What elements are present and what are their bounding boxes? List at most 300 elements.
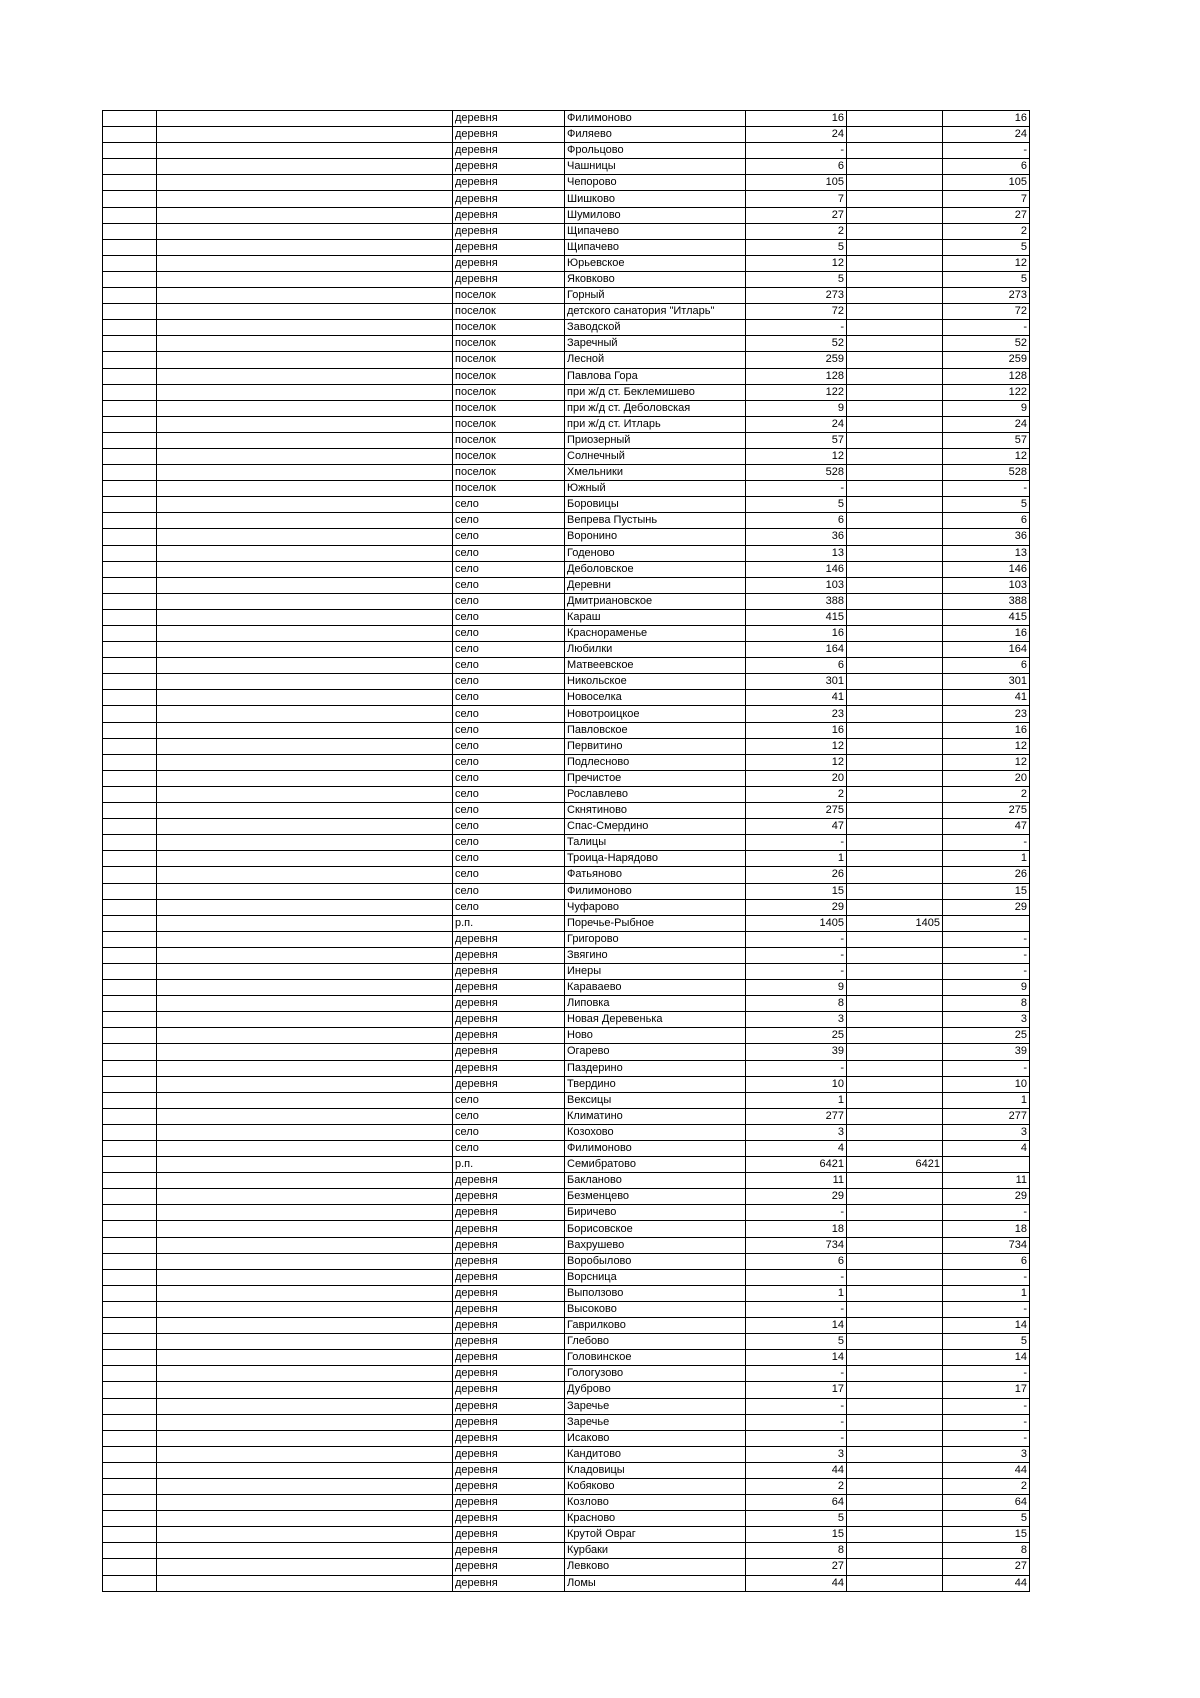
index-cell (103, 1559, 157, 1575)
settlement-type-cell: деревня (453, 996, 565, 1012)
district-cell (157, 996, 453, 1012)
table-row (103, 1478, 1030, 1494)
settlement-type-cell: деревня (453, 1414, 565, 1430)
table-row (103, 851, 1030, 867)
district-cell (157, 642, 453, 658)
rural-population-cell: 734 (943, 1237, 1030, 1253)
table-row (103, 899, 1030, 915)
settlement-name-cell: Солнечный (565, 448, 746, 464)
settlement-name-cell: Паздерино (565, 1060, 746, 1076)
population-total-cell: 44 (746, 1462, 847, 1478)
population-total-cell: 16 (746, 722, 847, 738)
urban-population-cell (847, 1318, 943, 1334)
district-cell (157, 609, 453, 625)
population-total-cell: - (746, 1301, 847, 1317)
district-cell (157, 1285, 453, 1301)
index-cell (103, 111, 157, 127)
index-cell (103, 1253, 157, 1269)
urban-population-cell (847, 1478, 943, 1494)
table-row (103, 577, 1030, 593)
table-row (103, 1173, 1030, 1189)
district-cell (157, 513, 453, 529)
index-cell (103, 577, 157, 593)
settlement-type-cell: деревня (453, 1189, 565, 1205)
rural-population-cell: 277 (943, 1108, 1030, 1124)
index-cell (103, 1012, 157, 1028)
settlement-type-cell: село (453, 1141, 565, 1157)
population-total-cell: 2 (746, 786, 847, 802)
urban-population-cell (847, 465, 943, 481)
urban-population-cell (847, 368, 943, 384)
district-cell (157, 947, 453, 963)
population-total-cell: 47 (746, 819, 847, 835)
settlement-name-cell: Дуброво (565, 1382, 746, 1398)
population-total-cell: 10 (746, 1076, 847, 1092)
rural-population-cell: 122 (943, 384, 1030, 400)
population-total-cell: 734 (746, 1237, 847, 1253)
rural-population-cell: 4 (943, 1141, 1030, 1157)
urban-population-cell (847, 384, 943, 400)
district-cell (157, 288, 453, 304)
district-cell (157, 1076, 453, 1092)
rural-population-cell: 2 (943, 1478, 1030, 1494)
index-cell (103, 786, 157, 802)
index-cell (103, 754, 157, 770)
table-row (103, 481, 1030, 497)
settlement-type-cell: деревня (453, 1334, 565, 1350)
rural-population-cell: 5 (943, 271, 1030, 287)
table-row (103, 1028, 1030, 1044)
district-cell (157, 786, 453, 802)
table-row (103, 770, 1030, 786)
rural-population-cell: 3 (943, 1124, 1030, 1140)
population-total-cell: - (746, 143, 847, 159)
table-row (103, 207, 1030, 223)
rural-population-cell: 72 (943, 304, 1030, 320)
district-cell (157, 1559, 453, 1575)
index-cell (103, 271, 157, 287)
district-cell (157, 1350, 453, 1366)
settlement-name-cell: Глебово (565, 1334, 746, 1350)
district-cell (157, 545, 453, 561)
rural-population-cell: 1 (943, 851, 1030, 867)
rural-population-cell: 128 (943, 368, 1030, 384)
settlement-type-cell: село (453, 835, 565, 851)
population-total-cell: 9 (746, 400, 847, 416)
index-cell (103, 1076, 157, 1092)
urban-population-cell (847, 1414, 943, 1430)
urban-population-cell (847, 1221, 943, 1237)
settlement-type-cell: деревня (453, 159, 565, 175)
settlement-name-cell: Рославлево (565, 786, 746, 802)
urban-population-cell (847, 1269, 943, 1285)
district-cell (157, 963, 453, 979)
index-cell (103, 1028, 157, 1044)
settlement-type-cell: село (453, 593, 565, 609)
district-cell (157, 706, 453, 722)
population-total-cell: 1 (746, 1092, 847, 1108)
index-cell (103, 1543, 157, 1559)
settlement-type-cell: деревня (453, 255, 565, 271)
settlement-name-cell: Крутой Овраг (565, 1527, 746, 1543)
district-cell (157, 1398, 453, 1414)
population-total-cell: 44 (746, 1575, 847, 1591)
table-row (103, 996, 1030, 1012)
district-cell (157, 1205, 453, 1221)
settlement-name-cell: Любилки (565, 642, 746, 658)
rural-population-cell: 39 (943, 1044, 1030, 1060)
population-total-cell: 8 (746, 1543, 847, 1559)
table-row (103, 1318, 1030, 1334)
district-cell (157, 1462, 453, 1478)
settlement-type-cell: деревня (453, 1076, 565, 1092)
urban-population-cell (847, 400, 943, 416)
table-row (103, 754, 1030, 770)
district-cell (157, 754, 453, 770)
table-row (103, 1157, 1030, 1173)
settlement-type-cell: село (453, 497, 565, 513)
table-row (103, 593, 1030, 609)
settlement-name-cell: Деболовское (565, 561, 746, 577)
population-total-cell: 2 (746, 1478, 847, 1494)
settlement-type-cell: деревня (453, 1269, 565, 1285)
district-cell (157, 1446, 453, 1462)
urban-population-cell (847, 690, 943, 706)
settlement-name-cell: Горный (565, 288, 746, 304)
settlement-type-cell: деревня (453, 1398, 565, 1414)
urban-population-cell (847, 1366, 943, 1382)
settlement-name-cell: Лесной (565, 352, 746, 368)
settlement-type-cell: деревня (453, 1559, 565, 1575)
settlement-type-cell: село (453, 674, 565, 690)
table-row (103, 1527, 1030, 1543)
settlement-type-cell: деревня (453, 963, 565, 979)
population-total-cell: 5 (746, 1334, 847, 1350)
table-row (103, 1269, 1030, 1285)
district-cell (157, 1414, 453, 1430)
urban-population-cell (847, 336, 943, 352)
settlement-type-cell: деревня (453, 1205, 565, 1221)
table-row (103, 336, 1030, 352)
district-cell (157, 577, 453, 593)
settlement-name-cell: Курбаки (565, 1543, 746, 1559)
settlement-type-cell: село (453, 706, 565, 722)
settlement-name-cell: Приозерный (565, 432, 746, 448)
index-cell (103, 642, 157, 658)
urban-population-cell (847, 513, 943, 529)
population-total-cell: 2 (746, 223, 847, 239)
index-cell (103, 432, 157, 448)
settlement-type-cell: деревня (453, 1350, 565, 1366)
rural-population-cell: 52 (943, 336, 1030, 352)
table-row (103, 690, 1030, 706)
urban-population-cell (847, 931, 943, 947)
settlement-name-cell: Первитино (565, 738, 746, 754)
settlement-type-cell: село (453, 609, 565, 625)
rural-population-cell (943, 1157, 1030, 1173)
index-cell (103, 1430, 157, 1446)
table-row (103, 1012, 1030, 1028)
rural-population-cell: 9 (943, 400, 1030, 416)
table-row (103, 1124, 1030, 1140)
index-cell (103, 191, 157, 207)
urban-population-cell (847, 1173, 943, 1189)
population-total-cell: - (746, 1430, 847, 1446)
rural-population-cell: 1 (943, 1092, 1030, 1108)
district-cell (157, 271, 453, 287)
rural-population-cell: 26 (943, 867, 1030, 883)
table-row (103, 175, 1030, 191)
settlement-type-cell: деревня (453, 1028, 565, 1044)
settlement-name-cell: Щипачево (565, 223, 746, 239)
rural-population-cell: 14 (943, 1350, 1030, 1366)
urban-population-cell (847, 432, 943, 448)
settlement-type-cell: село (453, 529, 565, 545)
population-total-cell: 388 (746, 593, 847, 609)
population-total-cell: 12 (746, 738, 847, 754)
table-row (103, 432, 1030, 448)
district-cell (157, 690, 453, 706)
population-total-cell: 8 (746, 996, 847, 1012)
table-row (103, 127, 1030, 143)
district-cell (157, 803, 453, 819)
district-cell (157, 867, 453, 883)
urban-population-cell (847, 304, 943, 320)
urban-population-cell (847, 1301, 943, 1317)
urban-population-cell (847, 835, 943, 851)
table-row (103, 1301, 1030, 1317)
table-row (103, 416, 1030, 432)
rural-population-cell: 8 (943, 1543, 1030, 1559)
urban-population-cell (847, 1495, 943, 1511)
population-total-cell: 15 (746, 883, 847, 899)
settlement-type-cell: деревня (453, 1527, 565, 1543)
settlement-type-cell: поселок (453, 432, 565, 448)
rural-population-cell: 25 (943, 1028, 1030, 1044)
settlement-name-cell: Козохово (565, 1124, 746, 1140)
urban-population-cell (847, 1253, 943, 1269)
rural-population-cell: - (943, 931, 1030, 947)
settlement-name-cell: Исаково (565, 1430, 746, 1446)
population-total-cell: 16 (746, 111, 847, 127)
index-cell (103, 867, 157, 883)
index-cell (103, 1350, 157, 1366)
district-cell (157, 1253, 453, 1269)
settlement-type-cell: деревня (453, 931, 565, 947)
settlement-type-cell: деревня (453, 1318, 565, 1334)
urban-population-cell (847, 1124, 943, 1140)
population-total-cell: 5 (746, 239, 847, 255)
district-cell (157, 915, 453, 931)
settlement-name-cell: Дмитриановское (565, 593, 746, 609)
settlement-name-cell: Ворсница (565, 1269, 746, 1285)
rural-population-cell: - (943, 320, 1030, 336)
index-cell (103, 931, 157, 947)
rural-population-cell: - (943, 481, 1030, 497)
rural-population-cell: 13 (943, 545, 1030, 561)
population-total-cell: 275 (746, 803, 847, 819)
settlement-name-cell: при ж/д ст. Итларь (565, 416, 746, 432)
settlement-type-cell: село (453, 658, 565, 674)
population-total-cell: 12 (746, 754, 847, 770)
settlement-type-cell: деревня (453, 1253, 565, 1269)
population-total-cell: 146 (746, 561, 847, 577)
population-total-cell: 12 (746, 255, 847, 271)
rural-population-cell: - (943, 1301, 1030, 1317)
rural-population-cell: 2 (943, 223, 1030, 239)
settlement-type-cell: село (453, 577, 565, 593)
settlement-type-cell: село (453, 883, 565, 899)
district-cell (157, 738, 453, 754)
rural-population-cell: 2 (943, 786, 1030, 802)
urban-population-cell (847, 111, 943, 127)
settlement-type-cell: деревня (453, 191, 565, 207)
population-total-cell: 3 (746, 1446, 847, 1462)
settlement-name-cell: Звягино (565, 947, 746, 963)
index-cell (103, 819, 157, 835)
district-cell (157, 1028, 453, 1044)
district-cell (157, 851, 453, 867)
population-total-cell: 41 (746, 690, 847, 706)
rural-population-cell: 6 (943, 1253, 1030, 1269)
urban-population-cell (847, 416, 943, 432)
index-cell (103, 352, 157, 368)
settlement-type-cell: деревня (453, 1060, 565, 1076)
index-cell (103, 1398, 157, 1414)
table-row (103, 545, 1030, 561)
settlement-type-cell: село (453, 1092, 565, 1108)
table-row (103, 561, 1030, 577)
rural-population-cell: 259 (943, 352, 1030, 368)
table-row (103, 1108, 1030, 1124)
table-row (103, 1430, 1030, 1446)
urban-population-cell (847, 127, 943, 143)
settlement-type-cell: поселок (453, 368, 565, 384)
district-cell (157, 980, 453, 996)
urban-population-cell (847, 1575, 943, 1591)
table-row (103, 1141, 1030, 1157)
settlement-name-cell: Семибратово (565, 1157, 746, 1173)
index-cell (103, 609, 157, 625)
index-cell (103, 159, 157, 175)
settlement-name-cell: Бакланово (565, 1173, 746, 1189)
district-cell (157, 1575, 453, 1591)
settlement-type-cell: деревня (453, 947, 565, 963)
population-total-cell: 17 (746, 1382, 847, 1398)
index-cell (103, 722, 157, 738)
settlement-name-cell: Филимоново (565, 111, 746, 127)
settlement-name-cell: Шишково (565, 191, 746, 207)
index-cell (103, 706, 157, 722)
table-row (103, 1189, 1030, 1205)
population-total-cell: 5 (746, 1511, 847, 1527)
rural-population-cell: 20 (943, 770, 1030, 786)
settlement-name-cell: Кандитово (565, 1446, 746, 1462)
district-cell (157, 1173, 453, 1189)
settlement-name-cell: Ломы (565, 1575, 746, 1591)
table-row (103, 1237, 1030, 1253)
urban-population-cell (847, 963, 943, 979)
rural-population-cell: 103 (943, 577, 1030, 593)
urban-population-cell (847, 770, 943, 786)
table-row (103, 931, 1030, 947)
index-cell (103, 996, 157, 1012)
population-total-cell: 4 (746, 1141, 847, 1157)
settlement-type-cell: село (453, 786, 565, 802)
index-cell (103, 915, 157, 931)
index-cell (103, 1495, 157, 1511)
table-row (103, 1366, 1030, 1382)
district-cell (157, 658, 453, 674)
settlement-name-cell: Вахрушево (565, 1237, 746, 1253)
district-cell (157, 336, 453, 352)
rural-population-cell: 6 (943, 159, 1030, 175)
index-cell (103, 980, 157, 996)
district-cell (157, 1543, 453, 1559)
rural-population-cell: 24 (943, 127, 1030, 143)
population-total-cell: 6 (746, 658, 847, 674)
table-row (103, 738, 1030, 754)
rural-population-cell: 275 (943, 803, 1030, 819)
district-cell (157, 384, 453, 400)
settlement-name-cell: Левково (565, 1559, 746, 1575)
settlement-type-cell: деревня (453, 1462, 565, 1478)
index-cell (103, 223, 157, 239)
district-cell (157, 143, 453, 159)
settlement-name-cell: Борисовское (565, 1221, 746, 1237)
rural-population-cell: 5 (943, 1511, 1030, 1527)
settlement-type-cell: село (453, 851, 565, 867)
table-row (103, 384, 1030, 400)
population-total-cell: 9 (746, 980, 847, 996)
district-cell (157, 819, 453, 835)
settlement-name-cell: Филяево (565, 127, 746, 143)
population-total-cell: 39 (746, 1044, 847, 1060)
district-cell (157, 416, 453, 432)
settlement-type-cell: деревня (453, 1221, 565, 1237)
urban-population-cell (847, 1334, 943, 1350)
table-row (103, 1334, 1030, 1350)
rural-population-cell: 5 (943, 1334, 1030, 1350)
table-row (103, 819, 1030, 835)
rural-population-cell: 12 (943, 255, 1030, 271)
district-cell (157, 368, 453, 384)
settlement-type-cell: поселок (453, 481, 565, 497)
settlement-name-cell: Павловское (565, 722, 746, 738)
index-cell (103, 899, 157, 915)
rural-population-cell (943, 915, 1030, 931)
index-cell (103, 1527, 157, 1543)
index-cell (103, 1446, 157, 1462)
settlement-name-cell: Матвеевское (565, 658, 746, 674)
rural-population-cell: 15 (943, 883, 1030, 899)
rural-population-cell: 146 (943, 561, 1030, 577)
settlement-name-cell: Шумилово (565, 207, 746, 223)
rural-population-cell: 11 (943, 1173, 1030, 1189)
district-cell (157, 1382, 453, 1398)
rural-population-cell: 47 (943, 819, 1030, 835)
settlement-name-cell: Деревни (565, 577, 746, 593)
population-total-cell: 103 (746, 577, 847, 593)
district-cell (157, 207, 453, 223)
table-row (103, 191, 1030, 207)
index-cell (103, 545, 157, 561)
index-cell (103, 207, 157, 223)
settlement-name-cell: Гаврилково (565, 1318, 746, 1334)
table-row (103, 609, 1030, 625)
index-cell (103, 1044, 157, 1060)
urban-population-cell (847, 561, 943, 577)
